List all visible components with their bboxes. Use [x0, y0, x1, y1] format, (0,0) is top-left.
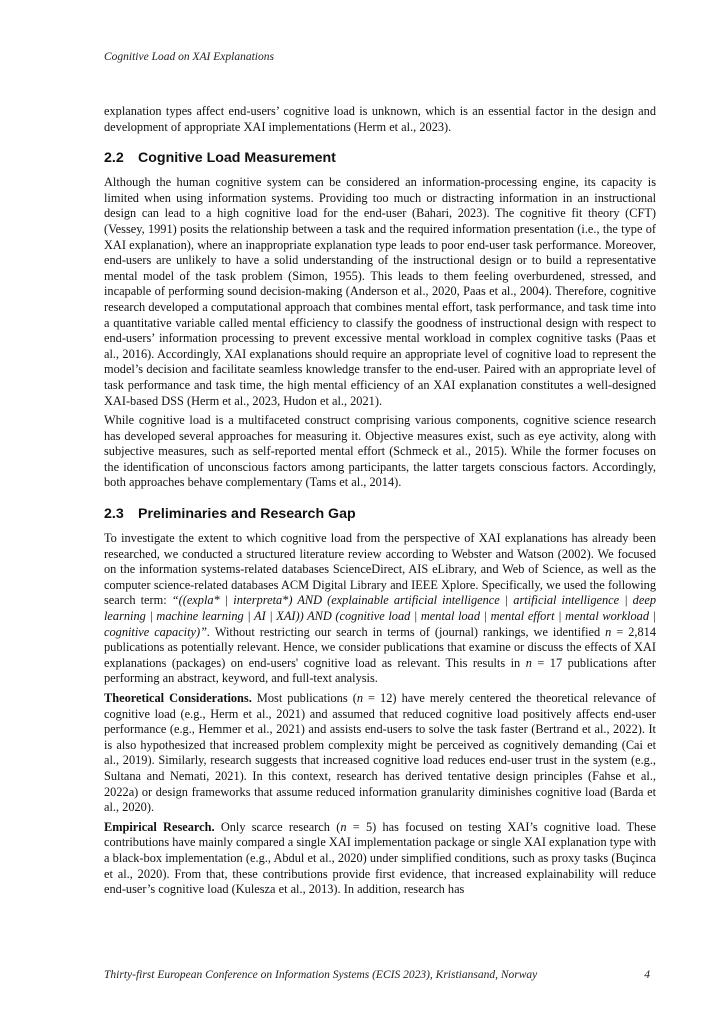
section-title: Cognitive Load Measurement	[138, 150, 336, 167]
run-in-heading: Empirical Research.	[104, 819, 215, 834]
section-title: Preliminaries and Research Gap	[138, 506, 356, 523]
paragraph: To investigate the extent to which cognitive load from the perspective of XAI explanations has already been researched, we conducted a structured literature review according to Webster and Watson (2002). We focused on the information systems-related databases ScienceDirect, AIS eLibrary, and Web of Science, as well as the computer science-related databases ACM Digital Library and IEEE Xplore. Specifically, we used the following search term: “((expla* | interpreta*) AND (explainable artificial intelligence | artificial intelligence | deep learning | machine learning | AI | XAI)) AND (cognitive load | mental load | mental effort | mental workload | cognitive capacity)”. Without restricting our search in terms of (journal) rankings, we identified n = 2,814 publications as potentially relevant. Hence, we consider publications that examine or discuss the effects of XAI explanations (packages) on end-users' cognitive load as relevant. This results in n = 17 publications after performing an abstract, keyword, and full-text analysis.	[104, 531, 656, 686]
paragraph: Empirical Research. Only scarce research (n = 5) has focused on testing XAI’s cognitive load. These contributions have mainly compared a single XAI implementation package or single XAI explanation type with a black-box implementation (e.g., Abdul et al., 2020) under simplified conditions, such as proxy tasks (Buçinca et al., 2020). From that, these contributions provide first evidence, that increased explainability will reduce end-user’s cognitive load (Kulesza et al., 2013). In addition, research has	[104, 819, 656, 897]
run-in-heading: Theoretical Considerations.	[104, 691, 252, 705]
paragraph: While cognitive load is a multifaceted construct comprising various components, cognitive science research has developed several approaches for measuring it. Objective measures exist, such as eye activity, along with subjective measures, such as self-reported mental effort (Schmeck et al., 2015). While the former focuses on the identification of unconscious factors among participants, the latter targets conscious factors. Accordingly, both approaches behave complementary (Tams et al., 2014).	[104, 413, 656, 490]
section-heading-2-3	[104, 505, 656, 523]
intro-paragraph: explanation types affect end-users’ cognitive load is unknown, which is an essential factor in the design and development of appropriate XAI implementations (Herm et al., 2023).	[104, 104, 656, 134]
paragraph: Although the human cognitive system can be considered an information-processing engine, its capacity is limited when using information systems. Providing too much or distracting information in an instructional design can lead to a high cognitive load for the end-user (Bahari, 2023). The cognitive fit theory (CFT) (Vessey, 1991) posits the relationship between a task and the required information presentation (i.e., the type of XAI explanation), where an inappropriate explanation type leads to poor end-user task performance. Moreover, end-users are unlikely to have a solid understanding of the instructional design or to build a representative mental model of the task problem (Simon, 1955). This leads to them feeling overburdened, stressed, and incapable of performing sound decision-making (Anderson et al., 2020, Paas et al., 2004). Therefore, cognitive research developed a computational approach that combines mental effort, task performance, and task time into a quantitative variable called mental efficiency to classify the goodness of instructional design with respect to end-users’ information processing to prevent excessive mental workload in complex cognitive tasks (Paas et al., 2016). Accordingly, XAI explanations should require an appropriate level of cognitive load to represent the model’s decision and facilitate seamless knowledge transfer to the end-user. Paired with an appropriate level of task performance and task time, the high mental efficiency of an XAI explanation constitutes a well-designed XAI-based DSS (Herm et al., 2023, Hudon et al., 2021).	[104, 175, 656, 408]
page-footer	[104, 969, 656, 981]
section-number: 2.3	[104, 506, 124, 523]
section-number: 2.2	[104, 150, 124, 167]
running-header: Cognitive Load on XAI Explanations	[104, 51, 274, 63]
search-term: “((expla* | interpreta*) AND (explainable artificial intelligence | artificial intelligence | deep learning | machine learning | AI | XAI)) AND (cognitive load | mental load | mental effort | mental workload | cognitive capacity)”.	[104, 593, 656, 639]
section-heading-2-2	[104, 149, 656, 167]
conference-name: Thirty-first European Conference on Information Systems (ECIS 2023), Kristiansand, Norway	[104, 969, 538, 981]
body-text	[104, 104, 656, 902]
paragraph: Theoretical Considerations. Most publications (n = 12) have merely centered the theoretical relevance of cognitive load (e.g., Herm et al., 2021) and assumed that reduced cognitive load positively affects end-user performance (e.g., Hemmer et al., 2021) and assists end-users to solve the task faster (Bertrand et al., 2022). It is also hypothesized that increased problem complexity might be perceived as cognitively demanding (Cai et al., 2019). Similarly, research suggests that increased cognitive load reduces end-user trust in the system (e.g., Sultana and Nemati, 2021). In this context, research has derived tentative design principles (Fahse et al., 2022a) or design frameworks that assume reduced information granularity diminishes cognitive load (Barda et al., 2020).	[104, 691, 656, 815]
page-number: 4	[644, 969, 650, 981]
